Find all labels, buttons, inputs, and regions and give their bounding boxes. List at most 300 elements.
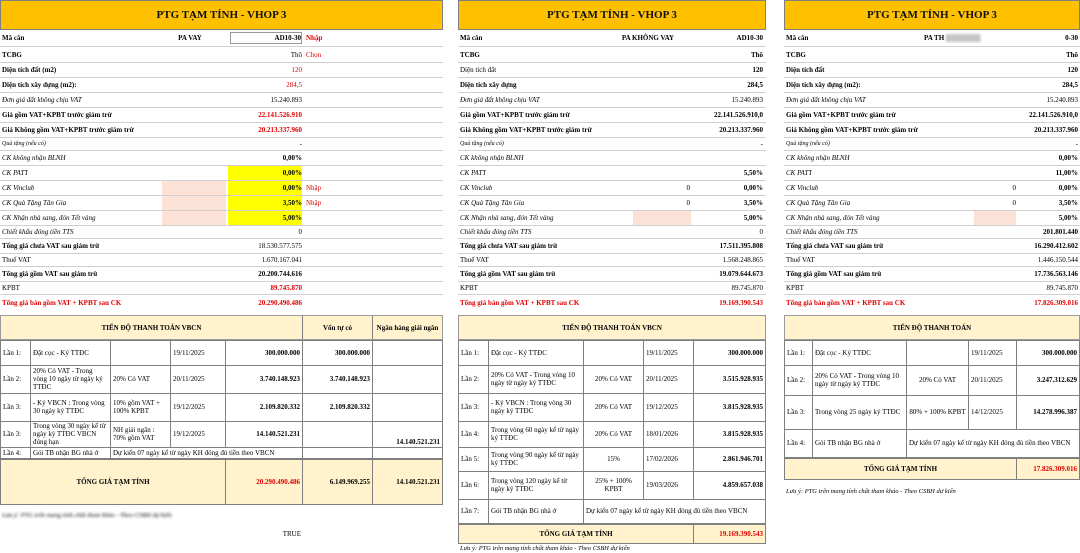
installment-amount: 300.000.000 <box>728 349 763 357</box>
row-label: TCBG <box>2 50 22 59</box>
installment-amount: 3.247.312.629 <box>1036 376 1077 384</box>
row-label: Đơn giá đất không chịu VAT <box>786 96 866 104</box>
row-label: KPBT <box>460 284 478 292</box>
row-value: 15.240.893 <box>731 96 763 104</box>
footnote: Lưu ý: PTG trên mang tính chất tham khảo - Theo CSBH dự kiến <box>2 512 172 519</box>
plan-label-text: PA TH <box>924 34 945 42</box>
row-label: CK Quà Tặng Tân Gia <box>460 199 525 207</box>
row-label: Diện tích xây dựng (m2): <box>786 81 861 89</box>
schedule-header <box>0 315 443 340</box>
redacted-text: ▒▒▒▒▒▒▒ <box>944 34 981 42</box>
installment-desc: 20% Có VAT - Trong vòng 10 ngày từ ngày ký TTĐC <box>813 365 907 395</box>
installment-desc: Gói TB nhận BG nhà ở <box>489 499 584 523</box>
row-ma-can <box>458 30 766 47</box>
total-amount: 19.169.390.543 <box>719 530 763 538</box>
row-tcbg <box>0 47 443 63</box>
row-price-excl-vat <box>784 123 1080 138</box>
table-row <box>785 365 1079 396</box>
row-ck-gift <box>0 196 443 211</box>
row-label: Diện tích đất <box>460 66 497 74</box>
installment-label: Lần 3: <box>459 393 489 421</box>
row-ck-patt <box>0 166 443 181</box>
total-amount: 17.826.309.016 <box>1033 465 1077 473</box>
table-row <box>1 365 442 394</box>
schedule-table <box>784 340 1080 458</box>
installment-note: Dự kiến 07 ngày kể từ ngày KH đóng đủ tiền theo VBCN <box>586 507 748 515</box>
row-total-pre-vat <box>784 239 1080 254</box>
plan-label <box>924 30 1014 46</box>
ck-tet-input[interactable]: 5,00% <box>228 211 302 225</box>
land-area-value[interactable]: 120 <box>291 66 302 74</box>
row-label: CK không nhận BLNH <box>460 154 524 162</box>
row-label: Tổng giá gồm VAT sau giảm trừ <box>786 270 882 278</box>
row-label: Giá Không gồm VAT+KPBT trước giảm trừ <box>786 126 918 134</box>
row-price-excl-vat <box>0 123 443 138</box>
installment-date: 20/11/2025 <box>171 365 226 393</box>
row-label: Tổng giá chưa VAT sau giảm trừ <box>2 242 100 250</box>
installment-bank <box>373 393 442 421</box>
row-label: CK Vinclub <box>786 184 819 192</box>
row-ck-tts <box>458 226 766 239</box>
installment-date: 19/11/2025 <box>644 341 694 365</box>
row-unit-price <box>784 93 1080 108</box>
installment-amount: 3.815.928.935 <box>722 430 763 438</box>
row-value: 20.200.744.616 <box>258 270 302 278</box>
installment-label: Lần 5: <box>459 447 489 471</box>
row-value: 20.213.337.960 <box>258 126 302 134</box>
row-value: 3,50% <box>743 199 763 207</box>
row-label: CK Nhận nhà sang, đón Tết vàng <box>786 214 880 222</box>
table-row <box>459 365 765 394</box>
ck-gift-input[interactable]: 3,50% <box>228 196 302 210</box>
row-value: 89.745.870 <box>1046 284 1078 292</box>
footnote: Lưu ý: PTG trên mang tính chất tham khảo - Theo CSBH dự kiến <box>460 545 630 552</box>
sheet-pa-vay <box>0 0 443 553</box>
installment-desc: Đặt cọc - Ký TTĐC <box>31 341 111 365</box>
row-total-pre-vat <box>458 239 766 254</box>
table-row <box>459 421 765 448</box>
row-label: Quà tặng (nếu có) <box>786 141 830 147</box>
row-label: TCBG <box>786 50 806 59</box>
own-funds-header: Vốn tự có <box>303 316 373 339</box>
plan-label: PA VAY <box>178 34 202 42</box>
footnote: Lưu ý: PTG trên mang tính chất tham khảo - Theo CSBH dự kiến <box>786 488 956 495</box>
row-value: 18.530.577.575 <box>258 242 302 250</box>
installment-date: 18/01/2026 <box>644 421 694 447</box>
row-value: 201.801.440 <box>1043 228 1078 236</box>
row-value: 0,00% <box>1058 154 1078 162</box>
row-label: Mã căn <box>2 34 25 42</box>
installment-amount: 3.740.148.923 <box>226 365 303 393</box>
total-amount: 20.290.490.486 <box>226 460 303 504</box>
installment-own: 2.109.820.332 <box>303 393 373 421</box>
installment-desc: - Ký VBCN : Trong vòng 30 ngày ký TTĐC <box>31 393 111 421</box>
row-label: Chiết khấu đóng tiền TTS <box>2 228 74 236</box>
row-label: Giá Không gồm VAT+KPBT trước giảm trừ <box>2 126 134 134</box>
total-bank: 14.140.521.231 <box>396 478 440 486</box>
row-gift <box>0 138 443 151</box>
installment-desc: Trong vòng 30 ngày kể từ ngày ký TTĐC VBCN đúng hạn <box>31 421 111 447</box>
installment-date: 19/12/2025 <box>171 421 226 447</box>
installment-pct: 80% + 100% KPBT <box>907 395 969 429</box>
installment-label: Lần 7: <box>459 499 489 523</box>
row-build-area <box>458 78 766 93</box>
row-value: - <box>299 140 302 148</box>
row-value: 22.141.526.910,0 <box>714 111 763 119</box>
installment-label: Lần 3: <box>1 393 31 421</box>
row-unit-price <box>0 93 443 108</box>
row-unit-price <box>458 93 766 108</box>
row-label: Thuế VAT <box>2 256 31 264</box>
total-own: 6.149.969.255 <box>303 460 373 504</box>
row-label: Tổng giá gồm VAT sau giảm trừ <box>460 270 556 278</box>
installment-desc: Trong vòng 25 ngày ký TTĐC <box>813 395 907 429</box>
installment-bank: 14.140.521.231 <box>396 438 440 446</box>
row-price-excl-vat <box>458 123 766 138</box>
row-label: Diện tích xây dựng <box>460 81 517 89</box>
installment-date: 19/12/2025 <box>171 393 226 421</box>
installment-amount: 3.815.928.935 <box>722 403 763 411</box>
row-label: Đơn giá đất không chịu VAT <box>2 96 82 104</box>
tet-input[interactable] <box>162 211 226 225</box>
row-label: Giá gồm VAT+KPBT trước giảm trừ <box>460 111 570 119</box>
installment-label: Lần 6: <box>459 471 489 499</box>
row-label: Mã căn <box>786 34 809 42</box>
vinclub-input[interactable] <box>162 181 226 195</box>
row-ck-patt <box>784 166 1080 181</box>
installment-label: Lần 2: <box>1 365 31 393</box>
row-value: 22.141.526.910,0 <box>1029 111 1078 119</box>
row-value: - <box>1075 140 1078 148</box>
row-grand-total <box>784 295 1080 310</box>
row-value: 17.736.563.146 <box>1034 270 1078 278</box>
installment-bank <box>373 341 442 365</box>
row-label: CK không nhận BLNH <box>786 154 850 162</box>
installment-own: 3.740.148.923 <box>303 365 373 393</box>
bank-header: Ngân hàng giải ngân <box>376 323 439 332</box>
row-value: - <box>760 140 763 148</box>
row-ck-tet <box>784 211 1080 226</box>
row-total-incl-vat <box>784 267 1080 282</box>
total-label: TỔNG GIÁ TẠM TÍNH <box>1 460 226 504</box>
row-mid: 0 <box>1012 199 1016 207</box>
row-value: 89.745.870 <box>270 284 302 292</box>
row-label: Tổng giá bán gồm VAT + KPBT sau CK <box>2 298 122 307</box>
row-ck-blnh <box>784 151 1080 166</box>
input-hint: Nhập <box>306 184 322 192</box>
row-label: CK PATT <box>786 169 813 177</box>
installment-own <box>303 447 373 459</box>
row-grand-total <box>0 295 443 310</box>
row-vat <box>784 254 1080 267</box>
installment-label: Lần 3: <box>785 395 813 429</box>
row-ck-vinclub <box>0 181 443 196</box>
row-value: 20.290.490.486 <box>258 298 302 307</box>
row-gift <box>784 138 1080 151</box>
installment-desc: Đặt cọc - Ký TTĐC <box>813 341 907 365</box>
row-gift <box>458 138 766 151</box>
row-value: 3,50% <box>1058 199 1078 207</box>
row-kpbt <box>784 282 1080 295</box>
ck-vinclub-input[interactable]: 0,00% <box>228 181 302 195</box>
installment-desc: - Ký VBCN : Trong vòng 30 ngày ký TTĐC <box>489 393 584 421</box>
installment-own: 300.000.000 <box>303 341 373 365</box>
tet-input[interactable] <box>633 211 691 225</box>
row-ma-can <box>784 30 1080 47</box>
row-ck-tet <box>458 211 766 226</box>
row-label: Giá gồm VAT+KPBT trước giảm trừ <box>786 111 896 119</box>
table-row <box>1 421 442 448</box>
sheet-title: PTG TẠM TÍNH - VHOP 3 <box>458 0 766 30</box>
installment-label: Lần 4: <box>1 447 31 459</box>
row-total-incl-vat <box>0 267 443 282</box>
installment-amount: 2.109.820.332 <box>226 393 303 421</box>
row-value: 15.240.893 <box>1046 96 1078 104</box>
row-label: Tổng giá chưa VAT sau giảm trừ <box>786 242 884 250</box>
total-row <box>784 458 1080 480</box>
row-value: 284,5 <box>1062 81 1078 89</box>
row-ck-gift <box>458 196 766 211</box>
row-value: 5,00% <box>1058 214 1078 222</box>
installment-pct: NH giải ngân : 70% gồm VAT <box>111 421 171 447</box>
row-vat <box>458 254 766 267</box>
installment-desc: Gói TB nhận BG nhà ở <box>813 429 907 457</box>
installment-note: Dự kiến 07 ngày kể từ ngày KH đóng đủ tiền theo VBCN <box>111 447 303 459</box>
table-row <box>785 395 1079 430</box>
row-value: 19.079.644.673 <box>719 270 763 278</box>
installment-pct: 25% + 100% KPBT <box>584 471 644 499</box>
row-price-incl-vat <box>458 108 766 123</box>
installment-bank <box>373 447 442 459</box>
input-hint: Nhập <box>306 199 322 207</box>
installment-desc: Gói TB nhận BG nhà ở <box>31 447 111 459</box>
sheet-title: PTG TẠM TÍNH - VHOP 3 <box>0 0 443 30</box>
installment-date: 19/12/2025 <box>644 393 694 421</box>
row-label: CK Vinclub <box>460 184 493 192</box>
row-value: 5,50% <box>743 169 763 177</box>
row-value <box>693 151 763 165</box>
row-label: CK Nhận nhà sang, đón Tết vàng <box>460 214 554 222</box>
row-ck-tts <box>784 226 1080 239</box>
installment-date: 17/02/2026 <box>644 447 694 471</box>
row-label: Thuế VAT <box>786 256 815 264</box>
row-ck-patt <box>458 166 766 181</box>
installment-date: 20/11/2025 <box>644 365 694 393</box>
row-build-area <box>0 78 443 93</box>
row-label: CK Vinclub <box>2 184 35 192</box>
row-value: 1.670.167.041 <box>261 256 302 264</box>
row-value: 0 <box>298 228 302 236</box>
row-value: 22.141.526.910 <box>258 111 302 119</box>
gift-input[interactable] <box>162 196 226 210</box>
installment-date: 19/11/2025 <box>171 341 226 365</box>
row-label: Quà tặng (nếu có) <box>460 141 504 147</box>
schedule-title: TIẾN ĐỘ THANH TOÁN VBCN <box>562 323 662 332</box>
schedule-title: TIẾN ĐỘ THANH TOÁN <box>892 323 972 332</box>
row-value: 19.169.390.543 <box>719 298 763 307</box>
row-land-area <box>0 63 443 78</box>
total-row <box>458 524 766 544</box>
row-label: TCBG <box>460 50 480 59</box>
table-row <box>1 393 442 422</box>
row-label: CK Nhận nhà sang, đón Tết vàng <box>2 214 96 222</box>
row-mid: 0 <box>686 199 690 207</box>
table-row <box>459 471 765 500</box>
installment-label: Lần 2: <box>459 365 489 393</box>
unit-code-cell: 0-30 <box>1065 34 1078 42</box>
table-row <box>1 341 442 366</box>
installment-pct: 20% Có VAT <box>584 421 644 447</box>
installment-amount: 300.000.000 <box>226 341 303 365</box>
schedule-header <box>458 315 766 340</box>
installment-date: 20/11/2025 <box>969 365 1017 395</box>
row-land-area <box>458 63 766 78</box>
installment-date: 19/03/2026 <box>644 471 694 499</box>
row-total-pre-vat <box>0 239 443 254</box>
unit-code-cell[interactable]: AD10-30 <box>230 32 302 44</box>
row-mid: 0 <box>686 184 690 192</box>
sheet-pa-khong-vay <box>458 0 766 553</box>
row-label: CK PATT <box>460 169 487 177</box>
row-label: Giá Không gồm VAT+KPBT trước giảm trừ <box>460 126 592 134</box>
build-area-value[interactable]: 284,5 <box>286 81 302 89</box>
total-label: TỔNG GIÁ TẠM TÍNH <box>459 525 694 543</box>
installment-desc: Trong vòng 60 ngày kể từ ngày ký TTĐC <box>489 421 584 447</box>
installment-desc: Trong vòng 120 ngày kể từ ngày ký TTĐC <box>489 471 584 499</box>
installment-label: Lần 1: <box>785 341 813 365</box>
installment-amount: 300.000.000 <box>1042 349 1077 357</box>
installment-amount: 14.140.521.231 <box>226 421 303 447</box>
row-value: 5,00% <box>743 214 763 222</box>
installment-pct: 20% Có VAT <box>584 393 644 421</box>
installment-label: Lần 1: <box>1 341 31 365</box>
row-value: 1.446.150.544 <box>1037 256 1078 264</box>
row-value: 0,00% <box>282 154 302 162</box>
row-value: 17.826.309.016 <box>1034 298 1078 307</box>
row-label: Quà tặng (nếu có) <box>2 141 46 147</box>
row-kpbt <box>458 282 766 295</box>
row-ck-vinclub <box>458 181 766 196</box>
row-value: 20.213.337.960 <box>1034 126 1078 134</box>
installment-pct <box>907 341 969 365</box>
total-row <box>0 459 443 505</box>
row-value: 120 <box>752 66 763 74</box>
row-mid: 0 <box>1012 184 1016 192</box>
installment-bank <box>373 365 442 393</box>
row-label: CK không nhận BLNH <box>2 154 66 162</box>
installment-pct: 20% Có VAT <box>584 365 644 393</box>
row-value: 15.240.893 <box>270 96 302 104</box>
installment-pct <box>111 341 171 365</box>
row-kpbt <box>0 282 443 295</box>
schedule-header <box>784 315 1080 340</box>
installment-amount: 14.278.996.387 <box>1033 408 1077 416</box>
row-ck-tet <box>0 211 443 226</box>
row-vat <box>0 254 443 267</box>
row-ck-tts <box>0 226 443 239</box>
row-label: Đơn giá đất không chịu VAT <box>460 96 540 104</box>
installment-desc: Trong vòng 90 ngày kể từ ngày ký TTĐC <box>489 447 584 471</box>
row-value: 20.213.337.960 <box>719 126 763 134</box>
row-label: Tổng giá chưa VAT sau giảm trừ <box>460 242 558 250</box>
row-price-incl-vat <box>0 108 443 123</box>
tet-input[interactable] <box>974 211 1016 225</box>
row-label: Mã căn <box>460 34 483 42</box>
table-row <box>1 447 442 459</box>
table-row <box>459 499 765 523</box>
installment-desc: 20% Có VAT - Trong vòng 10 ngày từ ngày ký TTĐC <box>31 365 111 393</box>
installment-own <box>303 421 373 447</box>
row-build-area <box>784 78 1080 93</box>
input-hint: Nhập <box>306 34 323 42</box>
row-label: Thuế VAT <box>460 256 489 264</box>
installment-pct: 20% Có VAT <box>111 365 171 393</box>
ck-patt-input[interactable]: 0,00% <box>228 166 302 180</box>
installment-desc: 20% Có VAT - Trong vòng 10 ngày từ ngày ký TTĐC <box>489 365 584 393</box>
total-label: TỔNG GIÁ TẠM TÍNH <box>785 459 1017 479</box>
row-tcbg <box>784 47 1080 63</box>
row-value: 16.290.412.602 <box>1034 242 1078 250</box>
row-label: KPBT <box>2 284 20 292</box>
row-ma-can <box>0 30 443 47</box>
table-row <box>459 447 765 472</box>
handover-standard-select[interactable]: Thô <box>290 50 302 59</box>
row-value: 120 <box>1067 66 1078 74</box>
installment-pct: 20% Có VAT <box>907 365 969 395</box>
schedule-table <box>0 340 443 459</box>
table-row <box>785 429 1079 457</box>
row-label: Tổng giá bán gồm VAT + KPBT sau CK <box>460 298 580 307</box>
row-label: Chiết khấu đóng tiền TTS <box>460 228 532 236</box>
row-ck-vinclub <box>784 181 1080 196</box>
schedule-title: TIẾN ĐỘ THANH TOÁN VBCN <box>1 316 303 339</box>
installment-pct <box>584 341 644 365</box>
row-value: 89.745.870 <box>731 284 763 292</box>
row-label: Tổng giá bán gồm VAT + KPBT sau CK <box>786 298 906 307</box>
row-value: 1.568.248.865 <box>722 256 763 264</box>
installment-label: Lần 2: <box>785 365 813 395</box>
row-tcbg <box>458 47 766 63</box>
select-hint: Chọn <box>306 50 322 59</box>
row-label: Chiết khấu đóng tiền TTS <box>786 228 858 236</box>
row-label: CK Quà Tặng Tân Gia <box>2 199 67 207</box>
row-label: Diện tích xây dựng (m2): <box>2 81 77 89</box>
plan-label: PA KHÔNG VAY <box>621 34 675 42</box>
row-label: Diện tích đất (m2) <box>2 66 57 74</box>
schedule-table <box>458 340 766 524</box>
installment-amount: 3.515.928.935 <box>722 375 763 383</box>
row-total-incl-vat <box>458 267 766 282</box>
installment-label: Lần 3: <box>1 421 31 447</box>
installment-note: Dự kiến 07 ngày kể từ ngày KH đóng đủ tiền theo VBCN <box>909 439 1071 447</box>
row-value: 17.511.395.808 <box>719 242 763 250</box>
row-value: 11,00% <box>1055 169 1078 177</box>
row-price-incl-vat <box>784 108 1080 123</box>
row-label: Tổng giá gồm VAT sau giảm trừ <box>2 270 98 278</box>
row-label: Diện tích đất <box>786 66 825 74</box>
installment-amount: 2.861.946.701 <box>722 455 763 463</box>
row-land-area <box>784 63 1080 78</box>
row-value: 0,00% <box>1058 184 1078 192</box>
row-ck-blnh <box>0 151 443 166</box>
sheet-pa-tra-thang <box>784 0 1080 553</box>
row-value: 0,00% <box>743 184 763 192</box>
table-row <box>459 393 765 422</box>
row-label: CK PATT <box>2 169 29 177</box>
row-value: 0 <box>759 228 763 236</box>
row-ck-blnh <box>458 151 766 166</box>
installment-date: 19/11/2025 <box>969 341 1017 365</box>
